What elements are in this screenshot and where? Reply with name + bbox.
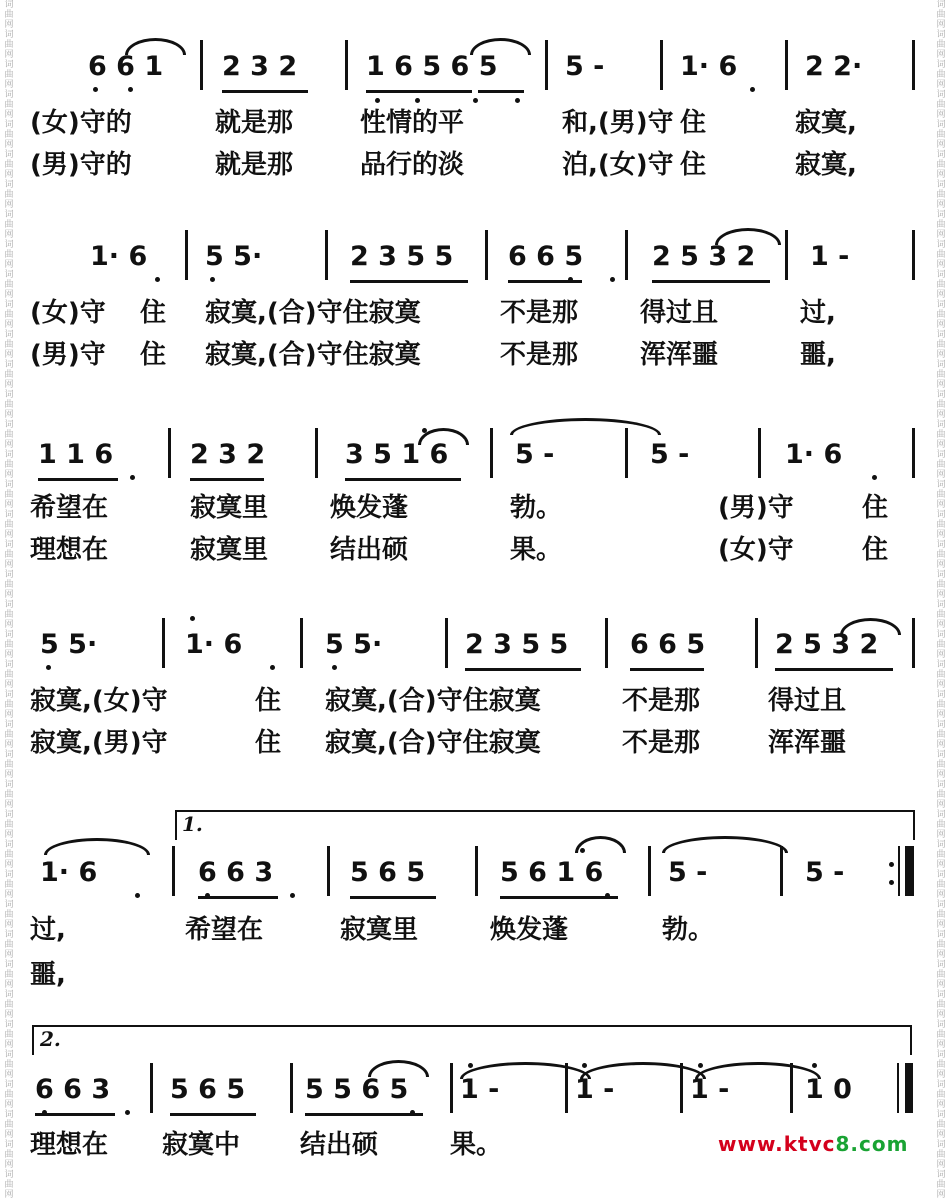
measure-notes: 1 0 bbox=[805, 1074, 852, 1105]
barline bbox=[325, 230, 328, 280]
barline bbox=[168, 428, 171, 478]
volta-1-side bbox=[175, 810, 177, 840]
octave-dot bbox=[125, 1110, 130, 1115]
beam-underline bbox=[38, 478, 118, 481]
barline bbox=[345, 40, 348, 90]
measure-notes: 2 5 3 2 bbox=[775, 629, 879, 660]
octave-dot bbox=[872, 475, 877, 480]
lyric-line-1: 勃。 bbox=[510, 493, 563, 523]
lyric-line-1: 希望在 bbox=[185, 915, 264, 945]
lyric-line-2: 噩, bbox=[800, 340, 836, 370]
system-end-barline bbox=[905, 1063, 913, 1113]
barline bbox=[625, 230, 628, 280]
octave-dot bbox=[205, 893, 210, 898]
slur-arc bbox=[662, 836, 788, 853]
lyric-line-1: (女)守 bbox=[30, 298, 106, 328]
lyric-line-2: 噩, bbox=[30, 960, 66, 990]
measure-notes: 1 6 5 6 5 bbox=[366, 51, 498, 82]
measure-notes: 1 - bbox=[460, 1074, 500, 1105]
barline bbox=[485, 230, 488, 280]
barline bbox=[290, 1063, 293, 1113]
barline bbox=[185, 230, 188, 280]
lyric-line-1: 寂寞, bbox=[795, 108, 857, 138]
measure-notes: 1 - bbox=[690, 1074, 730, 1105]
octave-dot bbox=[210, 277, 215, 282]
volta-2-side-right bbox=[910, 1025, 912, 1055]
barline bbox=[475, 846, 478, 896]
measure-notes: 2 3 2 bbox=[190, 439, 266, 470]
octave-dot bbox=[135, 893, 140, 898]
measure-notes: 3 5 1 6 bbox=[345, 439, 449, 470]
url-part-1: www.ktvc bbox=[718, 1132, 836, 1156]
lyric-line-2: 就是那 bbox=[215, 150, 294, 180]
octave-dot bbox=[375, 98, 380, 103]
beam-underline bbox=[775, 668, 893, 671]
barline bbox=[758, 428, 761, 478]
lyric-line-2: (男)守 bbox=[30, 340, 106, 370]
lyric-line-1: 就是那 bbox=[215, 108, 294, 138]
lyric-line-1: 过, bbox=[800, 298, 836, 328]
barline bbox=[545, 40, 548, 90]
barline bbox=[785, 40, 788, 90]
lyric-line-2: 浑浑噩 bbox=[640, 340, 719, 370]
barline bbox=[300, 618, 303, 668]
lyric-line-1: (女)守的 bbox=[30, 108, 132, 138]
lyric-line-1: (男)守 bbox=[718, 493, 794, 523]
barline bbox=[172, 846, 175, 896]
octave-dot bbox=[93, 87, 98, 92]
lyric-line-2: 浑浑噩 bbox=[768, 728, 847, 758]
measure-notes: 1· 6 bbox=[785, 439, 843, 470]
measure-notes: 5 - bbox=[565, 51, 605, 82]
beam-underline bbox=[350, 896, 436, 899]
lyric-line-2: 寂寞,(合)守住寂寞 bbox=[325, 728, 541, 758]
repeat-dot bbox=[889, 862, 894, 867]
barline bbox=[200, 40, 203, 90]
repeat-barline bbox=[906, 846, 914, 896]
lyric-line-2: 寂寞,(合)守住寂寞 bbox=[205, 340, 421, 370]
volta-1-label: 1. bbox=[182, 812, 203, 836]
lyric-line-2: 寂寞里 bbox=[190, 535, 269, 565]
measure-notes: 1· 6 bbox=[185, 629, 243, 660]
beam-underline bbox=[35, 1113, 115, 1116]
slur-arc bbox=[470, 38, 531, 55]
beam-underline bbox=[222, 90, 308, 93]
lyric-line-1: 寂寞,(合)守住寂寞 bbox=[325, 686, 541, 716]
system-end-barline bbox=[912, 230, 915, 280]
measure-notes: 5 5· bbox=[325, 629, 383, 660]
volta-2-label: 2. bbox=[40, 1027, 61, 1051]
system-end-barline bbox=[912, 40, 915, 90]
measure-notes: 2 3 2 bbox=[222, 51, 298, 82]
beam-underline bbox=[305, 1113, 423, 1116]
slur-arc bbox=[460, 1062, 591, 1079]
volta-1-side-right bbox=[913, 810, 915, 840]
lyric-line-1: 理想在 bbox=[30, 1130, 109, 1160]
measure-notes: 5 - bbox=[515, 439, 555, 470]
measure-notes: 1· 6 bbox=[90, 241, 148, 272]
octave-dot bbox=[415, 98, 420, 103]
lyric-line-2: 品行的淡 bbox=[360, 150, 465, 180]
barline bbox=[625, 428, 628, 478]
url-part-2: 8.com bbox=[835, 1132, 909, 1156]
lyric-line-2: 果。 bbox=[510, 535, 563, 565]
barline bbox=[162, 618, 165, 668]
octave-dot bbox=[468, 1063, 473, 1068]
lyric-line-2: (男)守的 bbox=[30, 150, 132, 180]
measure-notes: 5 - bbox=[668, 857, 708, 888]
lyric-line-2: (女)守 bbox=[718, 535, 794, 565]
measure-notes: 5 5· bbox=[205, 241, 263, 272]
system-end-barline bbox=[912, 618, 915, 668]
final-thin-barline bbox=[897, 1063, 899, 1113]
lyric-line-1: 性情的平 bbox=[360, 108, 465, 138]
barline bbox=[780, 846, 783, 896]
lyric-line-2: 住 bbox=[862, 535, 889, 565]
barline bbox=[660, 40, 663, 90]
slur-arc bbox=[368, 1060, 429, 1077]
octave-dot bbox=[270, 665, 275, 670]
slur-arc bbox=[510, 418, 661, 435]
octave-dot bbox=[290, 893, 295, 898]
measure-notes: 2 3 5 5 bbox=[465, 629, 569, 660]
lyric-line-1: 寂寞,(女)守 bbox=[30, 686, 168, 716]
measure-notes: 1 - bbox=[810, 241, 850, 272]
repeat-thin-barline bbox=[898, 846, 900, 896]
measure-notes: 5 5 6 5 bbox=[305, 1074, 409, 1105]
octave-dot bbox=[515, 98, 520, 103]
barline bbox=[755, 618, 758, 668]
octave-dot bbox=[190, 616, 195, 621]
slur-arc bbox=[44, 838, 150, 855]
measure-notes: 1· 6 bbox=[40, 857, 98, 888]
barline bbox=[327, 846, 330, 896]
measure-notes: 6 6 3 bbox=[35, 1074, 111, 1105]
beam-underline bbox=[350, 280, 468, 283]
measure-notes: 1 - bbox=[575, 1074, 615, 1105]
lyric-line-2: 寂寞, bbox=[795, 150, 857, 180]
lyric-line-2: 理想在 bbox=[30, 535, 109, 565]
slur-arc bbox=[575, 836, 626, 853]
octave-dot bbox=[605, 893, 610, 898]
lyric-line-1: 得过且 bbox=[640, 298, 719, 328]
volta-1-bracket bbox=[175, 810, 915, 812]
system-end-barline bbox=[912, 428, 915, 478]
lyric-line-1: 不是那 bbox=[500, 298, 579, 328]
measure-notes: 2 5 3 2 bbox=[652, 241, 756, 272]
beam-underline bbox=[366, 90, 472, 93]
measure-notes: 2 3 5 5 bbox=[350, 241, 454, 272]
lyric-line-1: 焕发蓬 bbox=[490, 915, 569, 945]
measure-notes: 5 6 5 bbox=[350, 857, 426, 888]
slur-arc bbox=[125, 38, 186, 55]
lyric-line-1: 寂寞中 bbox=[162, 1130, 241, 1160]
lyric-line-2: 泊,(女)守 bbox=[562, 150, 674, 180]
measure-notes: 5 6 5 bbox=[170, 1074, 246, 1105]
octave-dot bbox=[750, 87, 755, 92]
octave-dot bbox=[812, 1063, 817, 1068]
volta-2-side bbox=[32, 1025, 34, 1055]
slur-arc bbox=[580, 1062, 706, 1079]
measure-notes: 6 6 5 bbox=[630, 629, 706, 660]
measure-notes: 1· 6 bbox=[680, 51, 738, 82]
lyric-line-1: 寂寞里 bbox=[190, 493, 269, 523]
lyric-line-2: 寂寞,(男)守 bbox=[30, 728, 168, 758]
beam-underline bbox=[190, 478, 264, 481]
beam-underline bbox=[198, 896, 278, 899]
barline bbox=[490, 428, 493, 478]
lyric-line-1: 寂寞,(合)守住寂寞 bbox=[205, 298, 421, 328]
right-watermark-strip: 词曲网词曲网词曲网词曲网词曲网词曲网词曲网词曲网词曲网词曲网词曲网词曲网词曲网词曲网词曲网词曲网词曲网词曲网词曲网词曲网词曲网词曲网词曲网词曲网词曲网词曲网词曲网词曲网词曲网词曲网词曲网词曲网词曲网词曲网词曲网词曲网词曲网词曲网词曲网词曲网 bbox=[936, 0, 946, 1200]
barline bbox=[150, 1063, 153, 1113]
measure-notes: 5 6 1 6 bbox=[500, 857, 604, 888]
octave-dot bbox=[155, 277, 160, 282]
lyric-line-1: 住 bbox=[255, 686, 282, 716]
lyric-line-2: 住 bbox=[255, 728, 282, 758]
octave-dot bbox=[332, 665, 337, 670]
lyric-line-1: 和,(男)守 bbox=[562, 108, 674, 138]
octave-dot bbox=[473, 98, 478, 103]
lyric-line-2: 不是那 bbox=[622, 728, 701, 758]
octave-dot bbox=[130, 475, 135, 480]
lyric-line-1: 结出硕 bbox=[300, 1130, 379, 1160]
barline bbox=[605, 618, 608, 668]
lyric-line-1: 不是那 bbox=[622, 686, 701, 716]
measure-notes: 1 1 6 bbox=[38, 439, 114, 470]
slur-arc bbox=[695, 1062, 821, 1079]
volta-2-bracket bbox=[32, 1025, 912, 1027]
measure-notes: 6 6 5 bbox=[508, 241, 584, 272]
lyric-line-1: 住 bbox=[862, 493, 889, 523]
barline bbox=[648, 846, 651, 896]
barline bbox=[315, 428, 318, 478]
lyric-line-1: 住 bbox=[140, 298, 167, 328]
octave-dot bbox=[698, 1063, 703, 1068]
measure-notes: 5 5· bbox=[40, 629, 98, 660]
lyric-line-2: 结出硕 bbox=[330, 535, 409, 565]
octave-dot bbox=[42, 1110, 47, 1115]
lyric-line-1: 勃。 bbox=[662, 915, 715, 945]
lyric-line-2: 不是那 bbox=[500, 340, 579, 370]
beam-underline bbox=[170, 1113, 256, 1116]
octave-dot bbox=[610, 277, 615, 282]
lyric-line-1: 焕发蓬 bbox=[330, 493, 409, 523]
octave-dot bbox=[46, 665, 51, 670]
measure-notes: 6 6 1 bbox=[88, 51, 164, 82]
beam-underline bbox=[465, 668, 581, 671]
barline bbox=[785, 230, 788, 280]
beam-underline bbox=[478, 90, 524, 93]
slur-arc bbox=[715, 228, 781, 245]
octave-dot bbox=[128, 87, 133, 92]
lyric-line-1: 希望在 bbox=[30, 493, 109, 523]
beam-underline bbox=[652, 280, 770, 283]
lyric-line-1: 得过且 bbox=[768, 686, 847, 716]
lyric-line-1: 果。 bbox=[450, 1130, 503, 1160]
lyric-line-1: 寂寞里 bbox=[340, 915, 419, 945]
repeat-dot bbox=[889, 880, 894, 885]
beam-underline bbox=[630, 668, 704, 671]
beam-underline bbox=[500, 896, 618, 899]
measure-notes: 5 - bbox=[650, 439, 690, 470]
measure-notes: 2 2· bbox=[805, 51, 863, 82]
beam-underline bbox=[345, 478, 461, 481]
site-url-watermark bbox=[718, 1132, 908, 1156]
octave-dot bbox=[582, 1063, 587, 1068]
lyric-line-1: 住 bbox=[680, 108, 707, 138]
measure-notes: 5 - bbox=[805, 857, 845, 888]
lyric-line-1: 过, bbox=[30, 915, 66, 945]
lyric-line-2: 住 bbox=[680, 150, 707, 180]
measure-notes: 6 6 3 bbox=[198, 857, 274, 888]
slur-arc bbox=[840, 618, 901, 635]
lyric-line-2: 住 bbox=[140, 340, 167, 370]
left-watermark-strip: 词曲网词曲网词曲网词曲网词曲网词曲网词曲网词曲网词曲网词曲网词曲网词曲网词曲网词曲网词曲网词曲网词曲网词曲网词曲网词曲网词曲网词曲网词曲网词曲网词曲网词曲网词曲网词曲网词曲网词曲网词曲网词曲网词曲网词曲网词曲网词曲网词曲网词曲网词曲网词曲网 bbox=[4, 0, 14, 1200]
octave-dot bbox=[410, 1110, 415, 1115]
octave-dot bbox=[568, 277, 573, 282]
barline bbox=[450, 1063, 453, 1113]
barline bbox=[445, 618, 448, 668]
